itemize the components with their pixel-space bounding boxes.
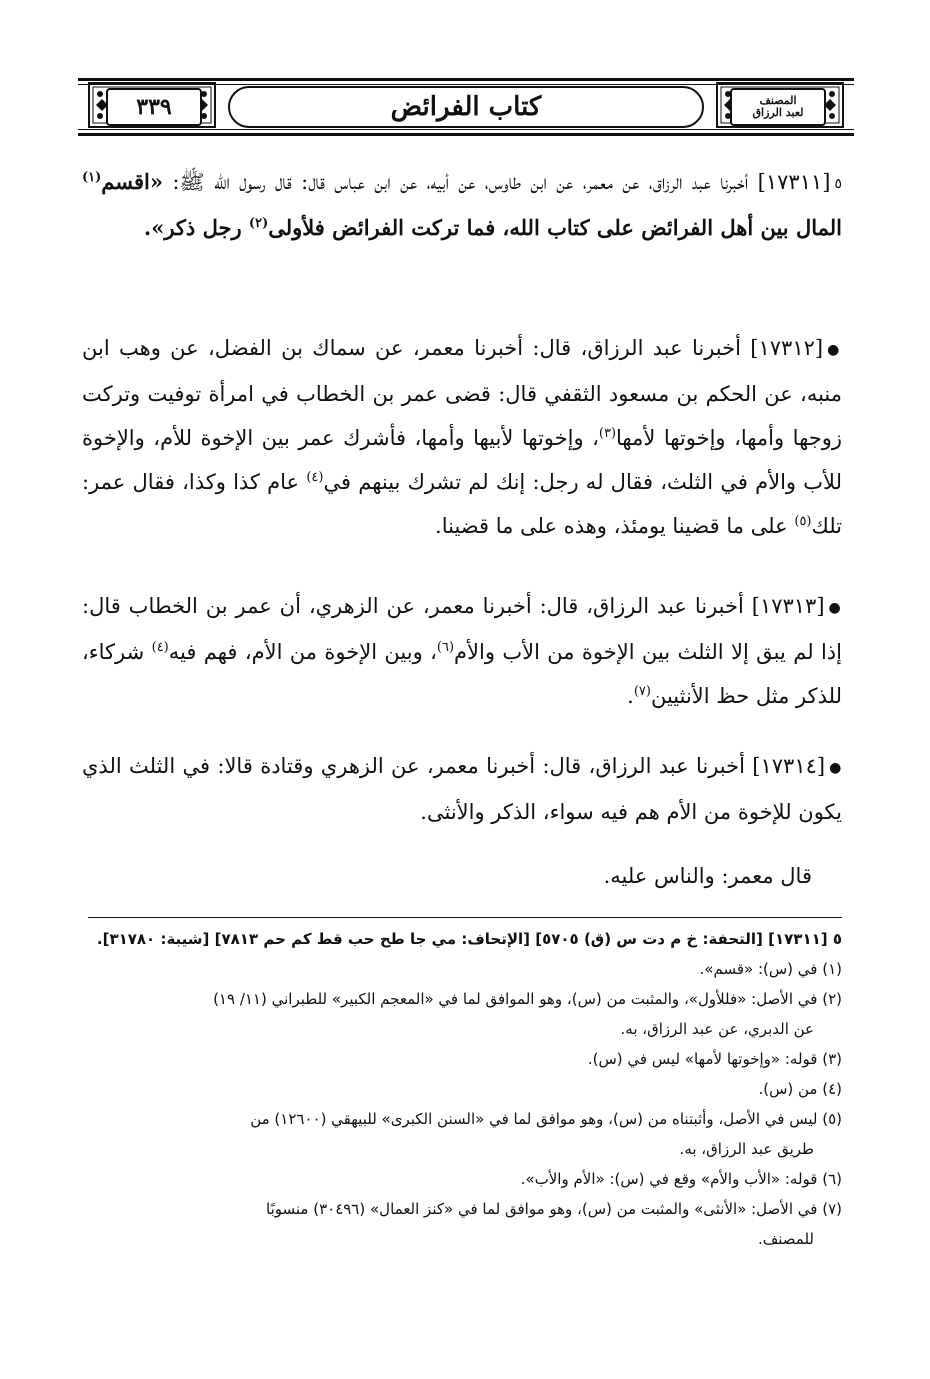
filled-circle-marker: ● [828, 599, 842, 616]
footnote-continuation: عن الدبري، عن عبد الرزاق، به. [620, 1020, 814, 1038]
footnote-continuation: للمصنف. [757, 1230, 814, 1248]
footnotes [82, 924, 842, 1254]
footnote-ref: (٢) [248, 215, 269, 231]
entry-number: [١٧٣١١] [757, 170, 831, 194]
footnote-ref: (٤) [151, 639, 169, 655]
entry-number: [١٧٣١٢] [750, 336, 824, 360]
page-number: ٣٣٩ [136, 94, 172, 120]
footnote-ref: (١) [82, 170, 102, 185]
footnote-ref: (٦) [436, 639, 455, 655]
hadith-entry-17313 [82, 584, 842, 718]
footnote-4: (٤) من (س). [758, 1080, 842, 1098]
chapter-title: كتاب الفرائض [390, 92, 542, 122]
footnote-2: (٢) في الأصل: «فللأول»، والمثبت من (س)، وهو الموافق لما في «المعجم الكبير» للطبراني (١١/ ١٩) عن الدبري، عن عبد الرزاق، به. [82, 984, 842, 1044]
filled-circle-marker: ● [827, 341, 842, 358]
footnote-continuation: طريق عبد الرزاق، به. [679, 1140, 814, 1158]
footnote-takhrij: ٥ [١٧٣١١] [التحفة: خ م دت س (ق) ٥٧٠٥] [الإتحاف: مي جا طح حب قط كم حم ٧٨١٣] [شيبة: ٣١٧٨٠]. [96, 930, 842, 948]
footnote-ref: (٧) [633, 683, 651, 699]
page-header [78, 74, 854, 136]
footnote-1: (١) في (س): «قسم». [699, 960, 842, 978]
footnote-ref: (٤) [306, 469, 324, 485]
footnote-ref: (٣) [598, 425, 617, 441]
chapter-title-frame [228, 86, 704, 128]
entry-text: أخبرنا عبد الرزاق، قال: أخبرنا معمر، عن سماك بن الفضل، عن وهب ابن منبه، عن الحكم بن مسعود الثقفي قال: قضى عمر بن الخطاب في امرأة توفيت وتركت زوجها وأمها، وإخوتها لأمها$^{(٣)}$، وإخوتها لأبيها وأمها، فأشرك عمر بين الإخوة للأم، والإخوة للأب والأم في الثلث، فقال له رجل: إنك لم تشرك بينهم في$^{(٤)}$ عام كذا وكذا، فقال عمر: تلك$^{(٥)}$ على ما قضينا يومئذ، وهذه على ما قضينا. [82, 336, 843, 538]
footnote-ref: (٥) [794, 513, 812, 529]
entry-number: [١٧٣١٤] [752, 754, 826, 778]
header-rule-bottom-thin [78, 129, 854, 130]
book-brand-badge [730, 88, 826, 126]
hadith-entry-17312 [82, 326, 842, 548]
closing-statement [82, 854, 842, 898]
hadith-entry-17314 [82, 744, 842, 834]
closing-text: قال معمر: والناس عليه. [603, 864, 812, 888]
footnote-3: (٣) قوله: «وإخوتها لأمها» ليس في (س). [587, 1050, 842, 1068]
footnote-6: (٦) قوله: «الأب والأم» وقع في (س): «الأم والأب». [520, 1170, 842, 1188]
book-brand [753, 95, 804, 119]
entry-number: [١٧٣١٣] [751, 594, 825, 618]
hollow-circle-marker: ٥ [834, 175, 842, 192]
hadith-entry-17311 [82, 160, 842, 250]
entry-text: أخبرنا عبد الرزاق، قال: أخبرنا معمر، عن الزهري، أن عمر بن الخطاب قال: إذا لم يبق إلا الثلث بين الإخوة من الأب والأم$^{(٦)}$، وبين الإخوة من الأم، فهم فيه$^{(٤)}$ شركاء، للذكر مثل حظ الأنثيين$^{(٧)}$. [82, 594, 842, 708]
header-rule-bottom [78, 133, 854, 136]
entry-text: أخبرنا عبد الرزاق، قال: أخبرنا معمر، عن الزهري وقتادة قالا: في الثلث الذي يكون للإخوة من الأم هم فيه سواء، الذكر والأنثى. [82, 754, 842, 824]
footnote-7: (٧) في الأصل: «الأنثى» والمثبت من (س)، وهو موافق لما في «كنز العمال» (٣٠٤٩٦) منسوبًا للمصنف. [82, 1194, 842, 1254]
entry-matn: «اقسم$^{(١)}$ المال بين أهل الفرائض على كتاب الله، فما تركت الفرائض فلأولى$^{(٢)}$ رجل ذكر». [82, 169, 842, 240]
footnote-5: (٥) ليس في الأصل، وأثبتناه من (س)، وهو موافق لما في «السنن الكبرى» للبيهقي (١٢٦٠٠) من طريق عبد الرزاق، به. [82, 1104, 842, 1164]
brand-line-2: لعبد الرزاق [752, 106, 804, 119]
footnote-separator [88, 917, 842, 918]
brand-line-1: المصنف [759, 94, 797, 107]
filled-circle-marker: ● [829, 759, 842, 776]
page-number-badge [106, 88, 202, 126]
entry-chain: أخبرنا عبد الرزاق، عن معمر، عن ابن طاوس، عن أبيه، عن ابن عباس قال: قال رسول الله ﷺ: [172, 170, 749, 194]
header-rule-top [78, 78, 854, 81]
